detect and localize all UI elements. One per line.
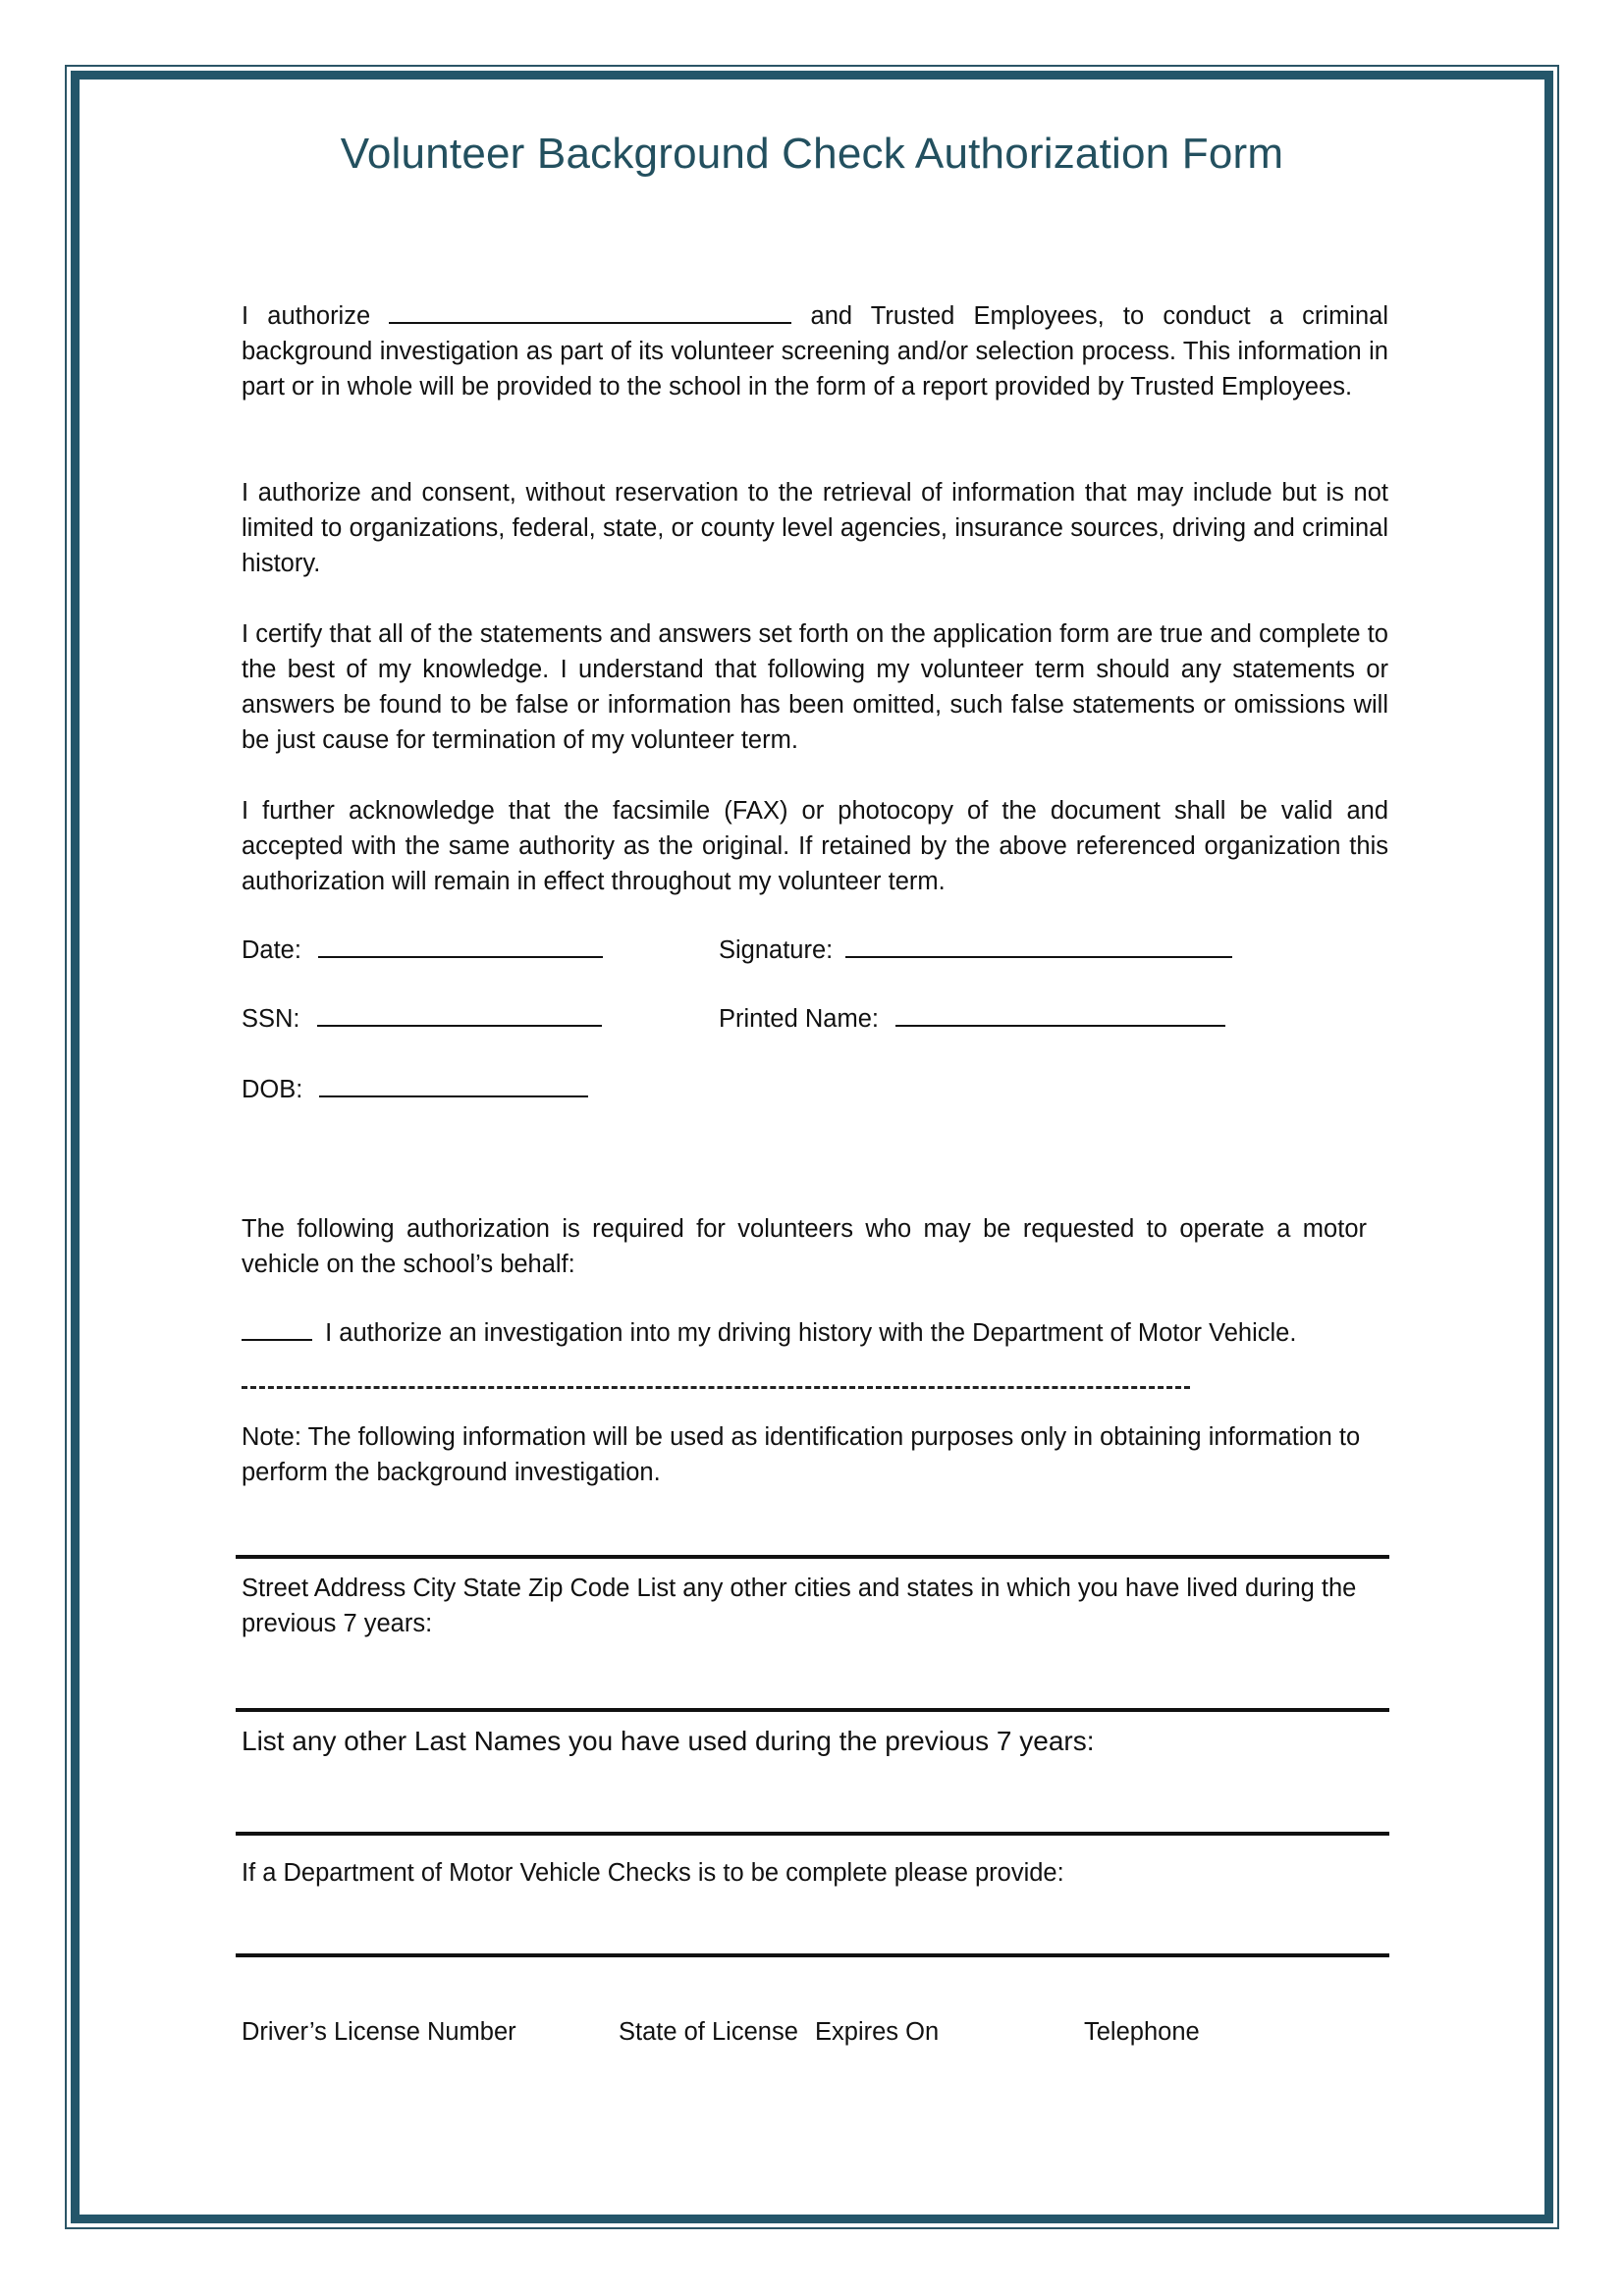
printed-name-label: Printed Name:: [719, 1005, 879, 1033]
authorize-prefix: I authorize: [242, 302, 371, 330]
signature-field-row: [719, 933, 1232, 968]
dob-field-row: [242, 1072, 588, 1107]
organization-name-field[interactable]: [389, 300, 791, 324]
last-names-section-label: List any other Last Names you have used during the previous 7 years:: [242, 1726, 1095, 1756]
ssn-input[interactable]: [317, 1003, 602, 1027]
printed-name-field-row: [719, 1001, 1225, 1037]
certification-paragraph: I certify that all of the statements and answers set forth on the application form are true and complete to the best of my knowledge. I understand that following my volunteer term should any statements or answers be found to be false or information has been omitted, such false statements or omissions will be just cause for termination of my volunteer term.: [242, 620, 1388, 754]
dmv-section-label: If a Department of Motor Vehicle Checks is to be complete please provide:: [242, 1859, 1064, 1887]
license-state-label: State of License: [619, 2018, 798, 2046]
printed-name-input[interactable]: [895, 1003, 1225, 1027]
ssn-label: SSN:: [242, 1005, 300, 1033]
authorize-suffix: and Trusted Employees, to conduct a criminal background investigation as part of its volunteer screening and/or selection process. This information in part or in whole will be provided to the school in the form of a report provided by Trusted Employees.: [242, 302, 1389, 400]
signature-label: Signature:: [719, 936, 834, 964]
license-top-rule: [236, 1953, 1389, 1957]
telephone-label: Telephone: [1084, 2018, 1200, 2046]
date-input[interactable]: [318, 934, 603, 958]
dmv-top-rule: [236, 1832, 1389, 1836]
address-section-label: Street Address City State Zip Code List any other cities and states in which you have lived during the previous 7 years:: [242, 1575, 1357, 1637]
motor-vehicle-consent-row: [242, 1315, 1296, 1351]
license-expires-label: Expires On: [815, 2018, 940, 2046]
motor-vehicle-intro: The following authorization is required for volunteers who may be requested to operate a motor vehicle on the school’s behalf:: [242, 1215, 1367, 1278]
ssn-field-row: [242, 1001, 602, 1037]
authorization-paragraph-1: [242, 298, 1388, 404]
cut-line-divider: [242, 1386, 1190, 1389]
motor-vehicle-consent-text: I authorize an investigation into my driving history with the Department of Motor Vehicle.: [325, 1319, 1297, 1347]
signature-input[interactable]: [845, 934, 1232, 958]
motor-vehicle-initials-input[interactable]: [242, 1317, 312, 1341]
note-text: Note: The following information will be used as identification purposes only in obtaining information to perform the background investigation.: [242, 1423, 1361, 1486]
date-field-row: [242, 933, 603, 968]
acknowledgement-paragraph: I further acknowledge that the facsimile (FAX) or photocopy of the document shall be valid and accepted with the same authority as the original. If retained by the above referenced organization this authorization will remain in effect throughout my volunteer term.: [242, 797, 1388, 895]
form-title: Volunteer Background Check Authorization Form: [340, 130, 1284, 178]
dob-label: DOB:: [242, 1076, 303, 1103]
dob-input[interactable]: [319, 1074, 588, 1097]
date-label: Date:: [242, 936, 301, 964]
license-number-label: Driver’s License Number: [242, 2018, 516, 2046]
address-top-rule: [236, 1555, 1389, 1559]
last-names-top-rule: [236, 1708, 1389, 1712]
consent-paragraph: I authorize and consent, without reservation to the retrieval of information that may include but is not limited to organizations, federal, state, or county level agencies, insurance sources, driving and criminal history.: [242, 479, 1388, 577]
